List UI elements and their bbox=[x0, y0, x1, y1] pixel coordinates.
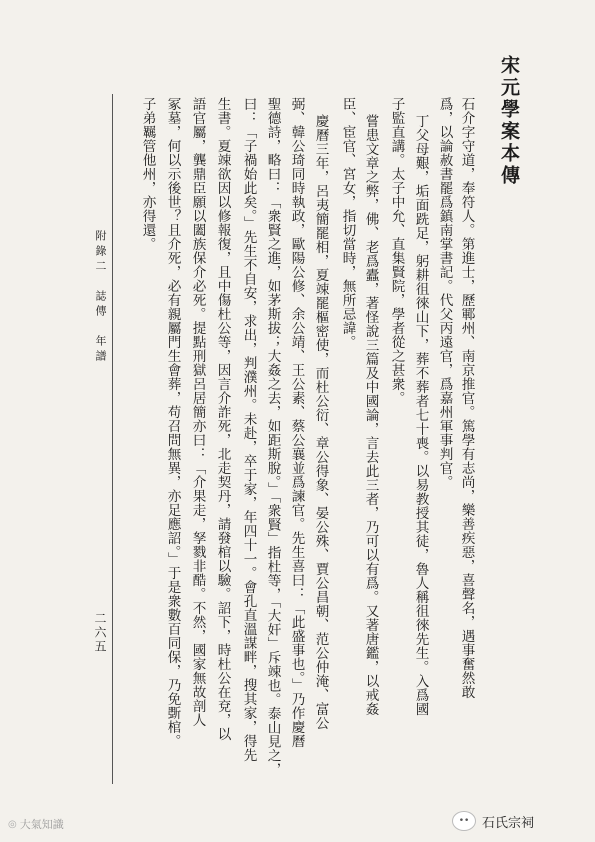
text-column-3: 丁父母艱，垢面跣足，躬耕徂徠山下，葬不葬者七十喪。以易教授其徒，魯人稱徂徠先生。入爲國 bbox=[412, 114, 429, 716]
text-column-9: 聖德詩，略曰：「衆賢之進，如茅斯拔；大姦之去，如距斯脫。」「衆賢」指杜等，「大奸」斥竦也。泰山見之， bbox=[264, 97, 281, 777]
text-column-2: 爲，以論赦書罷爲鎮南掌書記。代父丙遠官，爲嘉州軍事判官。 bbox=[436, 97, 453, 489]
text-column-7: 慶曆三年，呂夷簡罷相，夏竦罷樞密使，而杜公衍、章公得象、晏公殊、賈公昌朝、范公仲淹、富公 bbox=[312, 114, 329, 730]
text-column-6: 臣、宦官、宮女，指切當時，無所忌諱。 bbox=[339, 97, 356, 349]
watermark-left-text: 大氣知識 bbox=[19, 818, 64, 831]
text-column-4: 子監直講。太子中允、直集賢院，學者從之甚衆。 bbox=[388, 97, 405, 405]
watermark-right-text: 石氏宗祠 bbox=[482, 815, 535, 831]
text-column-14: 子弟羈管他州，亦得還。 bbox=[139, 97, 156, 251]
margin-rule bbox=[112, 94, 113, 784]
text-column-10: 曰：「子禍始此矣。」先生不自安，求出，判濮州。未赴，卒于家，年四十一。會孔直溫謀畔，搜其家，得先 bbox=[240, 97, 257, 763]
text-column-8: 弼、韓公琦同時執政，歐陽公修、余公靖、王公素、蔡公襄並爲諫官。先生喜曰：「此盛事也。」乃作慶曆 bbox=[288, 97, 305, 749]
watermark-left bbox=[8, 816, 64, 832]
page-title: 宋元學案本傳 bbox=[498, 55, 520, 187]
watermark-logo-icon: ◎ bbox=[8, 818, 17, 830]
text-column-13: 冢墓，何以示後世？且介死，必有親屬門生會葬，苟召問無異，亦足應詔。」于是衆數百同保，乃免斲棺。 bbox=[164, 97, 181, 749]
text-column-11: 生書。夏竦欲因以修報復，且中傷杜公等，因言介詐死，北走契丹，請發棺以驗。詔下，時杜公在兗，以 bbox=[214, 97, 231, 741]
text-column-5: 嘗患文章之弊，佛、老爲蠹，著怪說三篇及中國論，言去此三者，乃可以有爲。又著唐鑑，以戒姦 bbox=[362, 114, 379, 716]
text-column-12: 語官屬，龔鼎臣願以闔族保介必死。提點刑獄呂居簡亦曰：「介果走，孥戮非酷。不然，國家無故剖人 bbox=[189, 97, 206, 727]
text-column-1: 石介字守道，奉符人。第進士，歷鄆州、南京推官。篤學有志尚，樂善疾惡，喜聲名，遇事奮然敢 bbox=[458, 97, 475, 699]
wechat-icon: •• bbox=[452, 811, 476, 831]
running-header: 附錄二 誌傳 年譜 bbox=[94, 230, 107, 365]
page-number: 二六五 bbox=[93, 612, 107, 654]
watermark-right bbox=[452, 811, 534, 831]
